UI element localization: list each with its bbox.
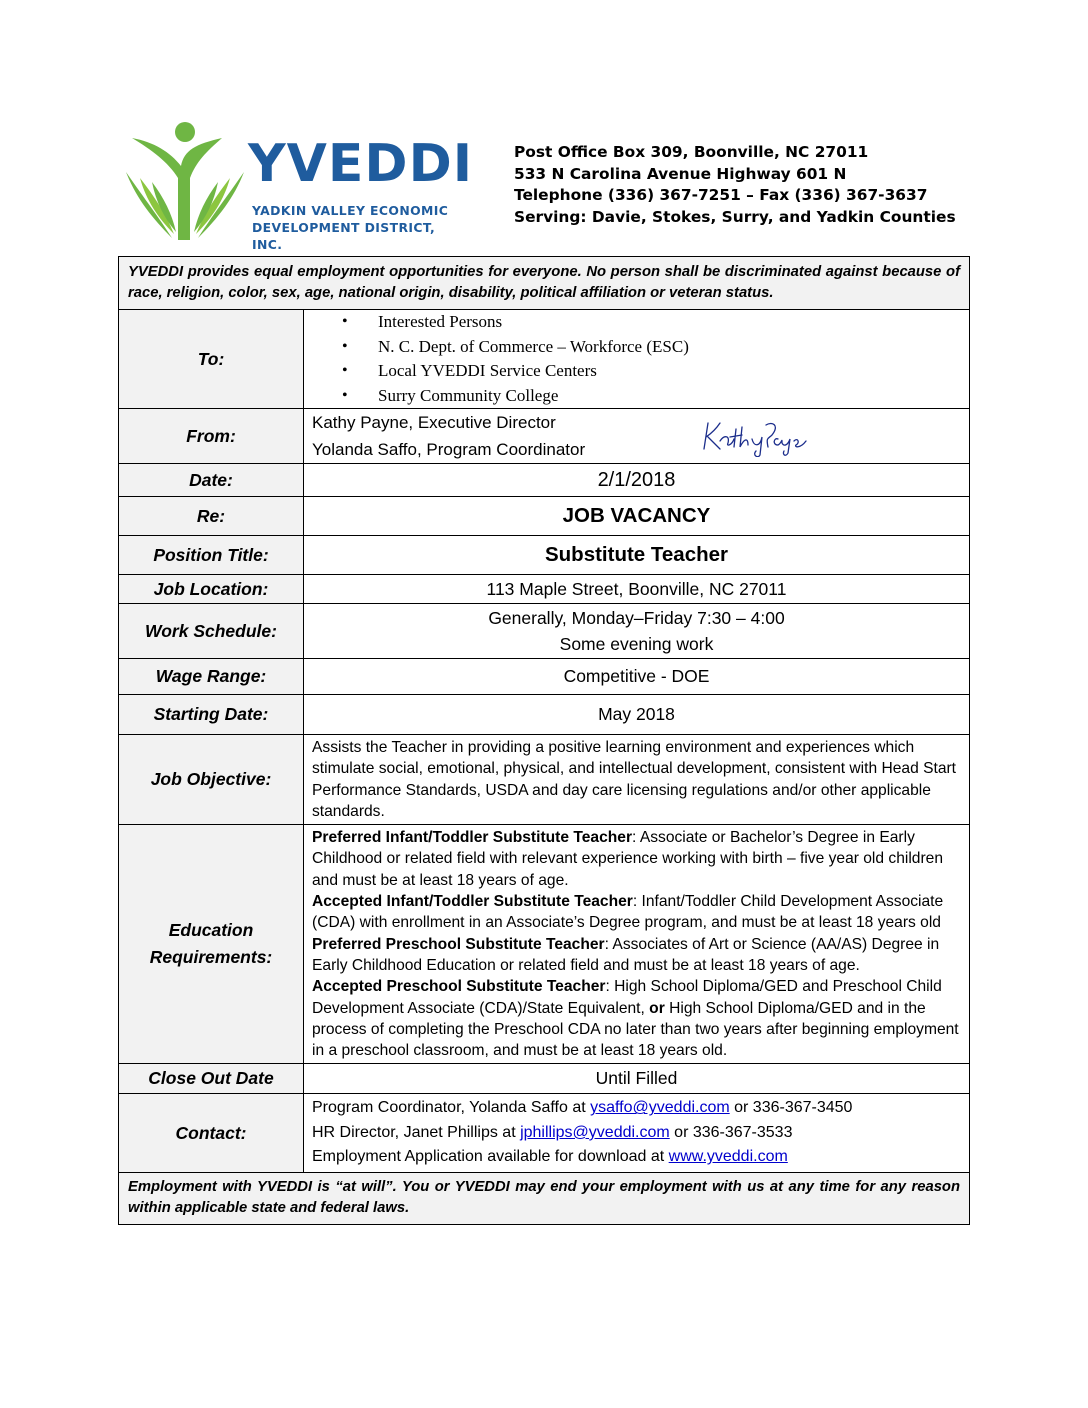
to-recipients	[304, 310, 970, 409]
at-will-notice: Employment with YVEDDI is “at will”. You or YVEDDI may end your employment with us at any time for any reason within applicable state and federal laws.	[119, 1172, 970, 1224]
position-title-value: Substitute Teacher	[304, 536, 970, 575]
recipient-item: • Interested Persons	[342, 310, 969, 335]
yveddi-logo	[126, 120, 474, 252]
schedule-line: Generally, Monday–Friday 7:30 – 4:00	[488, 608, 785, 628]
date-value: 2/1/2018	[304, 464, 970, 497]
contact-line: Employment Application available for download at www.yveddi.com	[312, 1148, 788, 1166]
from-label: From:	[119, 409, 304, 464]
contact-label: Contact:	[119, 1094, 304, 1173]
email-link[interactable]: ysaffo@yveddi.com	[590, 1099, 730, 1117]
from-value	[304, 409, 970, 464]
job-objective-label: Job Objective:	[119, 735, 304, 825]
address-line: Telephone (336) 367-7251 – Fax (336) 367-3637	[514, 186, 928, 204]
re-value: JOB VACANCY	[304, 497, 970, 536]
starting-date-label: Starting Date:	[119, 695, 304, 735]
education-requirements	[304, 825, 970, 1064]
to-label: To:	[119, 310, 304, 409]
recipient-item: • N. C. Dept. of Commerce – Workforce (ESC)	[342, 335, 969, 360]
wage-range-label: Wage Range:	[119, 659, 304, 695]
address-line: 533 N Carolina Avenue Highway 601 N	[514, 164, 847, 183]
education-item: Accepted Preschool Substitute Teacher: High School Diploma/GED and Preschool Child Development Associate (CDA)/State Equivalent, or High School Diploma/GED and in the process of completing the Preschool CDA no later than two years after beginning employment in a preschool classroom, and must be at least 18 years old.	[312, 978, 959, 1060]
education-item: Accepted Infant/Toddler Substitute Teacher: Infant/Toddler Child Development Associate (CDA) with enrollment in an Associate’s Degree program, and must be at least 18 years old	[312, 893, 944, 932]
education-item: Preferred Preschool Substitute Teacher: Associates of Art or Science (AA/AS) Degree in Early Childhood Education or related field and must be at least 18 years of age.	[312, 935, 940, 974]
close-out-date-label: Close Out Date	[119, 1064, 304, 1094]
contact-value	[304, 1094, 970, 1173]
contact-line: HR Director, Janet Phillips at jphillips@yveddi.com or 336-367-3533	[312, 1123, 793, 1141]
from-line: Kathy Payne, Executive Director	[312, 413, 556, 432]
logo-figure-icon	[126, 120, 244, 242]
equal-opportunity-notice: YVEDDI provides equal employment opportunities for everyone. No person shall be discriminated against because of race, religion, color, sex, age, national origin, disability, political affiliation or veteran status.	[119, 257, 970, 310]
job-vacancy-form	[118, 256, 970, 1225]
recipient-item: • Surry Community College	[342, 384, 969, 409]
work-schedule-value	[304, 604, 970, 659]
contact-line: Program Coordinator, Yolanda Saffo at ysaffo@yveddi.com or 336-367-3450	[312, 1099, 853, 1117]
education-item: Preferred Infant/Toddler Substitute Teacher: Associate or Bachelor’s Degree in Early Childhood or related field with relevant experience working with birth – five year old children and must be at least 18 years of age.	[312, 829, 944, 889]
email-link[interactable]: jphillips@yveddi.com	[520, 1123, 670, 1141]
re-label: Re:	[119, 497, 304, 536]
website-link[interactable]: www.yveddi.com	[668, 1148, 788, 1166]
recipient-item: • Local YVEDDI Service Centers	[342, 359, 969, 384]
education-label: Education Requirements:	[119, 825, 304, 1064]
starting-date-value: May 2018	[304, 695, 970, 735]
work-schedule-label: Work Schedule:	[119, 604, 304, 659]
job-location-label: Job Location:	[119, 575, 304, 604]
address-line: Post Office Box 309, Boonville, NC 27011	[514, 143, 869, 161]
wage-range-value: Competitive - DOE	[304, 659, 970, 695]
from-line: Yolanda Saffo, Program Coordinator	[312, 440, 586, 459]
job-location-value: 113 Maple Street, Boonville, NC 27011	[304, 575, 970, 604]
logo-subtitle: YADKIN VALLEY ECONOMIC DEVELOPMENT DISTRICT, INC.	[252, 203, 449, 252]
schedule-line: Some evening work	[559, 634, 714, 654]
date-label: Date:	[119, 464, 304, 497]
close-out-date-value: Until Filled	[304, 1064, 970, 1094]
job-objective-value: Assists the Teacher in providing a positive learning environment and experiences which stimulate social, emotional, physical, and intellectual development, consistent with Head Start Performance Standards, USDA and day care licensing regulations and/or other applicable standards.	[304, 735, 970, 825]
position-title-label: Position Title:	[119, 536, 304, 575]
logo-wordmark: YVEDDI	[248, 134, 474, 194]
organization-address	[514, 142, 956, 228]
address-line: Serving: Davie, Stokes, Surry, and Yadkin Counties	[514, 207, 956, 226]
signature-icon	[702, 415, 810, 457]
